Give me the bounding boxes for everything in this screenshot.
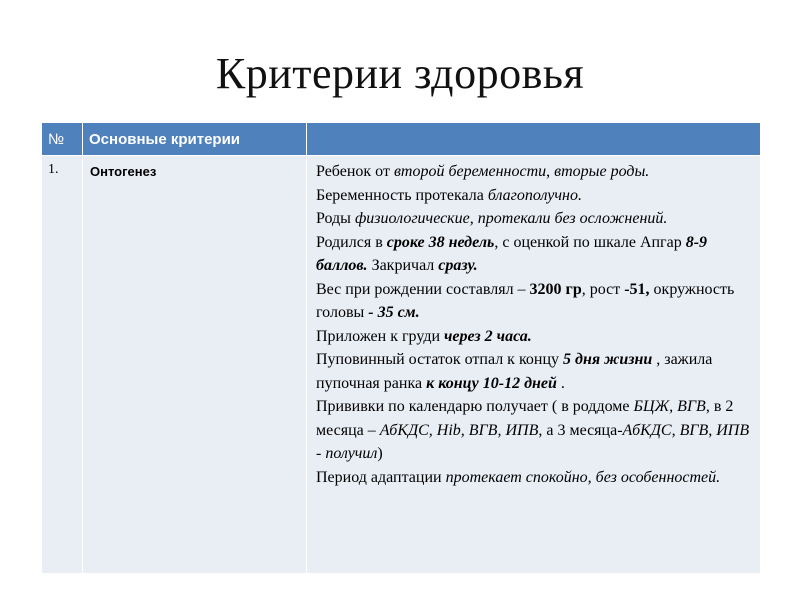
table-header-row — [42, 123, 761, 156]
details-paragraph — [316, 325, 756, 349]
details-text-run: -51, — [624, 280, 650, 298]
details-text-run: Ребенок от — [316, 163, 394, 180]
details-text-run: через 2 часа. — [444, 327, 532, 345]
details-text-run: сроке 38 недель — [386, 233, 495, 251]
details-text-run: второй беременности — [393, 163, 547, 180]
row-details-cell — [307, 156, 761, 574]
details-text-run: , зажила пупочная ранка — [316, 351, 717, 392]
details-text-run: , в 2 месяца – — [316, 398, 738, 439]
details-text-run: АбКДС, Hib, ВГВ, ИПВ — [379, 421, 539, 439]
details-text-run: к концу 10-12 дней — [426, 374, 557, 392]
header-main-criteria: Основные критерии — [83, 123, 307, 156]
details-text-run: Закричал — [367, 257, 439, 274]
details-text-run: физиологические, протекали без осложнений. — [354, 210, 668, 227]
details-paragraph — [316, 466, 756, 490]
details-paragraph — [316, 231, 756, 278]
details-text-run: , а 3 месяца- — [538, 421, 623, 439]
details-text-run: АбКДС, ВГВ, ИПВ - получил — [316, 421, 754, 462]
details-text-run: , с оценкой по шкале Апгар — [494, 233, 686, 251]
row-number-cell — [42, 156, 83, 574]
details-paragraph — [316, 207, 756, 231]
details-text-run: 3200 гр — [529, 280, 582, 298]
details-text-run: 5 дня жизни — [563, 351, 653, 368]
row-criterion-cell — [83, 156, 307, 574]
details-text-run: благополучно. — [487, 186, 582, 204]
details-paragraph — [316, 348, 756, 395]
details-text-run: Период адаптации — [316, 468, 446, 486]
header-number: № — [42, 123, 83, 156]
details-text-run: сразу. — [438, 257, 478, 274]
details-text-run: ) — [377, 445, 383, 462]
criteria-table — [41, 122, 761, 574]
details-text-run: БЦЖ, ВГВ — [633, 398, 706, 415]
details-text-run: Прививки по календарю получает ( в роддоме — [316, 398, 634, 415]
details-paragraph — [316, 184, 756, 208]
details-paragraph — [316, 395, 756, 466]
details-text-run: вторые роды. — [554, 163, 650, 180]
details-text-run: Вес при рождении составлял – — [316, 280, 530, 298]
table-row — [42, 156, 761, 574]
details-text-run: протекает спокойно, без особенностей. — [445, 468, 721, 486]
details-text-run: , — [546, 163, 555, 180]
details-text-run: Родился в — [316, 233, 387, 251]
details-paragraph — [316, 278, 756, 325]
details-paragraph — [316, 160, 756, 184]
header-details — [307, 123, 761, 156]
details-text-run: Беременность протекала — [316, 186, 488, 204]
details-text-run: . — [556, 374, 565, 392]
row-criterion: Онтогенез — [90, 164, 157, 179]
details-text-run: Пуповинный остаток отпал к концу — [316, 351, 564, 368]
details-text-run: , рост — [581, 280, 625, 298]
slide-title: Критерии здоровья — [215, 49, 585, 98]
details-text-run: Роды — [316, 210, 355, 227]
details-text-run: Приложен к груди — [316, 327, 445, 345]
details-text-run: - 35 см. — [368, 304, 420, 321]
details-text-run: 8-9 баллов. — [316, 233, 712, 274]
row-number: 1. — [48, 162, 59, 177]
row-details — [307, 156, 760, 489]
details-text-run: окружность головы — [316, 280, 739, 321]
